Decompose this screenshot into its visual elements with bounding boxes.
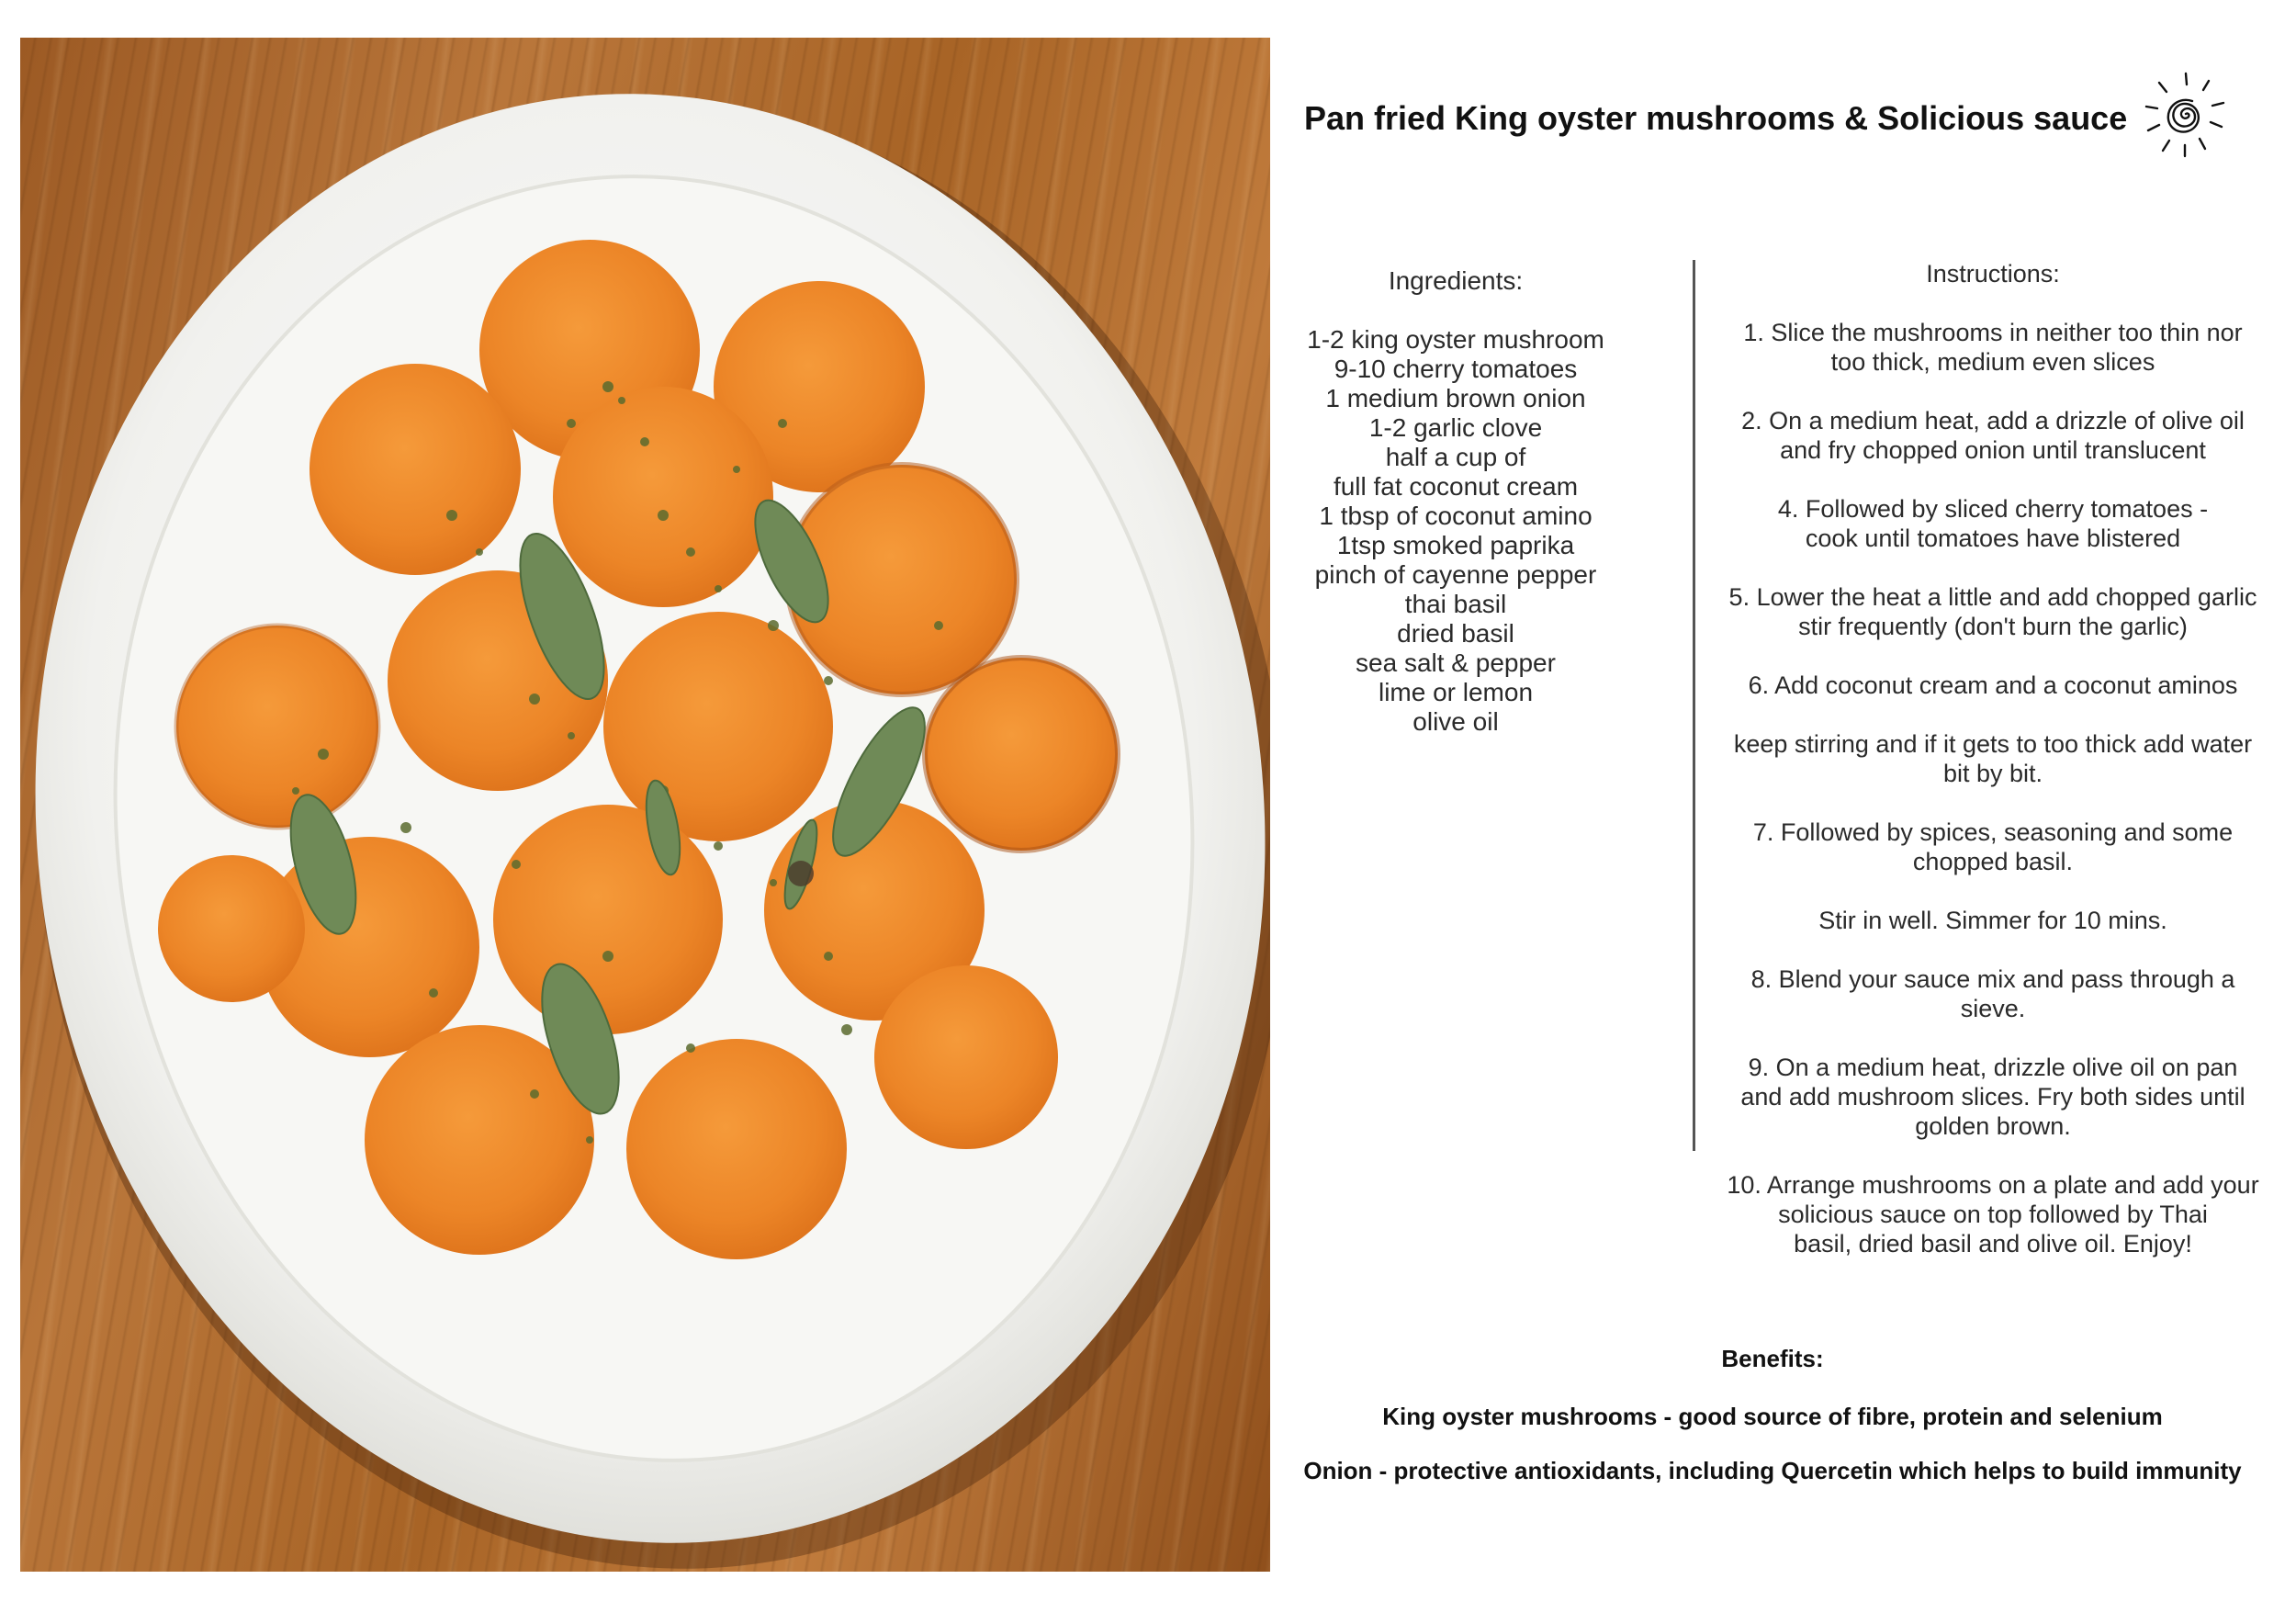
instruction-line: 4. Followed by sliced cherry tomatoes - [1777, 495, 2209, 523]
ingredient-item: sea salt & pepper [1356, 648, 1556, 677]
benefits-heading: Benefits: [1721, 1345, 1824, 1372]
instructions-heading: Instructions: [1926, 260, 2060, 288]
sun-spiral-icon [2135, 62, 2236, 164]
instruction-step [1717, 1053, 2268, 1141]
step-list [1717, 318, 2268, 1258]
ingredient-list [1277, 325, 1635, 737]
ingredient-item: thai basil [1404, 590, 1507, 618]
ingredient-item: lime or lemon [1378, 678, 1534, 706]
ingredient-item: 9-10 cherry tomatoes [1334, 355, 1578, 383]
instruction-line: 5. Lower the heat a little and add chopped garlic [1728, 583, 2257, 611]
ingredient-item: olive oil [1412, 707, 1499, 736]
instruction-line: keep stirring and if it gets to too thick add water [1733, 730, 2253, 758]
instructions-section [1717, 259, 2268, 1288]
instruction-step [1717, 318, 2268, 377]
ingredient-item: 1 medium brown onion [1325, 384, 1586, 412]
instruction-line: 10. Arrange mushrooms on a plate and add your [1727, 1171, 2259, 1199]
instruction-line: cook until tomatoes have blistered [1805, 524, 2181, 552]
ingredient-item: dried basil [1397, 619, 1514, 648]
instruction-line: sieve. [1960, 995, 2026, 1022]
instruction-line: 7. Followed by spices, seasoning and some [1752, 818, 2234, 846]
instruction-step [1717, 818, 2268, 876]
ingredient-item: 1-2 garlic clove [1368, 413, 1543, 442]
instruction-step [1717, 671, 2268, 700]
instruction-line: 2. On a medium heat, add a drizzle of olive oil [1741, 407, 2245, 434]
instruction-line: 6. Add coconut cream and a coconut aminos [1748, 671, 2238, 699]
instruction-step [1717, 906, 2268, 935]
benefit-line: King oyster mushrooms - good source of fibre, protein and selenium [1382, 1403, 2163, 1430]
benefit-line: Onion - protective antioxidants, including Quercetin which helps to build immunity [1303, 1457, 2242, 1484]
instruction-line: 8. Blend your sauce mix and pass through a [1750, 965, 2235, 993]
instruction-step [1717, 964, 2268, 1023]
ingredient-item: 1tsp smoked paprika [1336, 531, 1575, 559]
dish-illustration [20, 38, 1270, 1572]
instruction-step [1717, 494, 2268, 553]
instruction-step [1717, 1170, 2268, 1258]
dish-photo [20, 38, 1270, 1572]
ingredient-item: pinch of cayenne pepper [1314, 560, 1597, 589]
instruction-line: solicious sauce on top followed by Thai [1778, 1201, 2208, 1228]
recipe-title: Pan fried King oyster mushrooms & Solicious sauce [1304, 99, 2128, 137]
instruction-line: 1. Slice the mushrooms in neither too thin nor [1743, 319, 2243, 346]
instruction-line: golden brown. [1915, 1112, 2071, 1140]
ingredient-item: 1 tbsp of coconut amino [1319, 502, 1593, 530]
instruction-step [1717, 406, 2268, 465]
instruction-line: chopped basil. [1912, 848, 2074, 875]
instruction-line: and add mushroom slices. Fry both sides until [1740, 1083, 2245, 1111]
instruction-step [1717, 582, 2268, 641]
ingredients-heading: Ingredients: [1388, 266, 1524, 295]
benefits-section [1286, 1345, 2259, 1511]
instruction-line: too thick, medium even slices [1830, 348, 2155, 376]
instruction-line: stir frequently (don't burn the garlic) [1798, 613, 2188, 640]
instruction-step [1717, 729, 2268, 788]
instruction-line: basil, dried basil and olive oil. Enjoy! [1794, 1230, 2192, 1257]
column-divider [1693, 260, 1695, 1151]
instruction-line: Stir in well. Simmer for 10 mins. [1818, 907, 2167, 934]
ingredient-item: 1-2 king oyster mushroom [1307, 325, 1604, 354]
instruction-line: and fry chopped onion until translucent [1780, 436, 2206, 464]
ingredient-item: half a cup of [1385, 443, 1526, 471]
instruction-line: bit by bit. [1942, 760, 2043, 787]
instruction-line: 9. On a medium heat, drizzle olive oil on pan [1748, 1054, 2238, 1081]
ingredients-section [1277, 266, 1635, 737]
ingredient-item: full fat coconut cream [1333, 472, 1579, 501]
